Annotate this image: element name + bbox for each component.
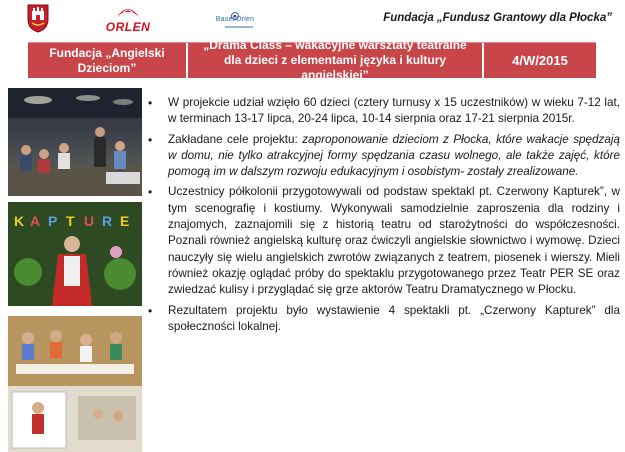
orlen-logo [99, 3, 157, 33]
project-description [148, 95, 620, 339]
photo-red-riding-hood-stage [8, 202, 142, 306]
svg-text:E: E [120, 213, 130, 229]
svg-text:P: P [48, 213, 58, 229]
banner-project-code: 4/W/2015 [512, 53, 568, 68]
orlen-logo-text: ORLEN [105, 20, 151, 34]
bullet-list [148, 95, 620, 335]
photo-theatre-workshop [8, 88, 142, 196]
bullet-participants: • W projekcie udział wzięło 60 dzieci (cztery turnusy x 15 uczestników) w wieku 7-12 lat, w terminach 13-17 lipca, 20-24 lipca, 10-14 sierpnia oraz 17-21 sierpnia 2015r. [148, 95, 620, 128]
svg-text:R: R [102, 213, 113, 229]
bullet-goals-prefix: Zakładane cele projektu: [168, 132, 303, 146]
basell-orlen-underline [225, 26, 253, 28]
bullet-goals [148, 132, 620, 181]
svg-text:A: A [30, 213, 41, 229]
plock-crest-icon [26, 3, 50, 33]
banner-organization: Fundacja „Angielski Dzieciom” [28, 43, 188, 78]
photo-children-crafts [8, 316, 142, 452]
orlen-eagle-icon [99, 3, 157, 21]
page-title: Fundacja „Fundusz Grantowy dla Płocka” [383, 12, 612, 24]
svg-text:U: U [84, 213, 95, 229]
header-logos [0, 0, 625, 40]
project-banner [28, 38, 596, 82]
svg-text:K: K [14, 213, 25, 229]
banner-project-title: „Drama Class – wakacyjne warsztaty teatralne dla dzieci z elementami języka i kultury angielskiej” [188, 43, 484, 78]
basell-orlen-logo [205, 8, 265, 32]
svg-text:T: T [66, 213, 75, 229]
bullet-results: • Rezultatem projektu było wystawienie 4 spektakli pt. „Czerwony Kapturek” dla społeczności lokalnej. [148, 303, 620, 336]
bullet-activities: • Uczestnicy półkolonii przygotowywali od podstaw spektakl pt. Czerwony Kapturek”, w tym scenografię i kostiumy. Wykonywali samodzielnie zaproszenia dla rodziny i znajomych, zaznajomili się z historią teatru od starożytności do współczesności. Poznali również angielską kulturę oraz ćwiczyli angielskie słownictwo i wymowę. Dzieci nauczyły się wielu angielskich zwrotów związanych z teatrem, piosenek i wierszy. Mieli również okazję oglądać próby do spektaklu przygotowanego przez Teatr PER SE oraz zwiedzać kulisy i przyglądać się grze aktorów Teatru Dramatycznego w Płocku. [148, 184, 620, 298]
bullet-goals-emphasis: zaproponowanie dzieciom z Płocka, które wakacje spędzają w domu, nie tylko atrakcyjnej formy spędzania czasu wolnego, ale także zajęć, które pomogą im w dalszym rozwoju edukacyjnym i osobistym [168, 132, 620, 179]
basell-orlen-logo-text: BasellOrlen [215, 16, 255, 23]
bullet-goals-suffix: - zostały zrealizowane. [460, 165, 579, 179]
